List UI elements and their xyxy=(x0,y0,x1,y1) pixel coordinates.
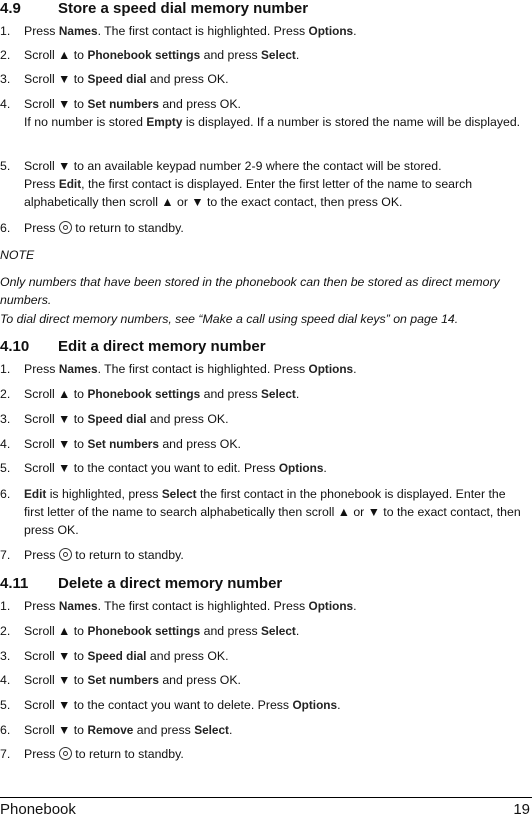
end-call-key-icon xyxy=(59,221,72,234)
down-arrow-icon: ▼ xyxy=(58,649,71,663)
note-text-2: To dial direct memory numbers, see “Make a call using speed dial keys” on page 14. xyxy=(0,312,459,326)
edit-step-3: 3. Scroll ▼ to Speed dial and press OK. xyxy=(0,412,229,426)
step-3: 3. Scroll ▼ to Speed dial and press OK. xyxy=(0,72,229,86)
section-heading-4-11: 4.11 Delete a direct memory number xyxy=(0,575,283,592)
footer-section-name: Phonebook xyxy=(0,801,76,818)
edit-step-4: 4. Scroll ▼ to Set numbers and press OK. xyxy=(0,437,241,451)
delete-step-2: 2. Scroll ▲ to Phonebook settings and press Select. xyxy=(0,624,300,638)
step-5: 5. Scroll ▼ to an available keypad number 2-9 where the contact will be stored. Press Edit, the first contact is displayed. Enter the first letter of the name to search alphabetically then scroll ▲ or ▼ to the exact contact, then press OK. xyxy=(0,159,473,209)
section-heading-4-10: 4.10 Edit a direct memory number xyxy=(0,338,266,355)
delete-step-1: 1. Press Names. The first contact is highlighted. Press Options. xyxy=(0,599,357,613)
step-1: 1. Press Names. The first contact is highlighted. Press Options. xyxy=(0,24,357,38)
delete-step-7: 7. Press to return to standby. xyxy=(0,747,184,761)
up-arrow-icon: ▲ xyxy=(58,48,71,62)
up-arrow-icon: ▲ xyxy=(58,624,71,638)
down-arrow-icon: ▼ xyxy=(58,461,71,475)
edit-step-5: 5. Scroll ▼ to the contact you want to edit. Press Options. xyxy=(0,461,327,475)
delete-step-5: 5. Scroll ▼ to the contact you want to delete. Press Options. xyxy=(0,698,341,712)
edit-step-7: 7. Press to return to standby. xyxy=(0,548,184,562)
section-heading-4-9: 4.9 Store a speed dial memory number xyxy=(0,0,309,17)
page-number: 19 xyxy=(513,801,530,818)
down-arrow-icon: ▼ xyxy=(58,723,71,737)
down-arrow-icon: ▼ xyxy=(58,412,71,426)
end-call-key-icon xyxy=(59,548,72,561)
down-arrow-icon: ▼ xyxy=(58,159,71,173)
down-arrow-icon: ▼ xyxy=(191,195,204,209)
up-arrow-icon: ▲ xyxy=(58,387,71,401)
note-text-1: Only numbers that have been stored in the phonebook can then be stored as direct memory numbers. xyxy=(0,275,500,307)
down-arrow-icon: ▼ xyxy=(367,505,380,519)
note-heading: NOTE xyxy=(0,248,35,262)
footer-divider xyxy=(0,797,532,798)
down-arrow-icon: ▼ xyxy=(58,72,71,86)
end-call-key-icon xyxy=(59,747,72,760)
delete-step-3: 3. Scroll ▼ to Speed dial and press OK. xyxy=(0,649,229,663)
edit-step-1: 1. Press Names. The first contact is highlighted. Press Options. xyxy=(0,362,357,376)
up-arrow-icon: ▲ xyxy=(337,505,350,519)
down-arrow-icon: ▼ xyxy=(58,437,71,451)
step-6: 6. Press to return to standby. xyxy=(0,221,184,235)
down-arrow-icon: ▼ xyxy=(58,698,71,712)
down-arrow-icon: ▼ xyxy=(58,97,71,111)
delete-step-4: 4. Scroll ▼ to Set numbers and press OK. xyxy=(0,673,241,687)
edit-step-6: 6. Edit is highlighted, press Select the first contact in the phonebook is displayed. Enter the first letter of the name to search alphabetically then scroll ▲ or ▼ to the exact contact, then press OK. xyxy=(0,487,521,537)
up-arrow-icon: ▲ xyxy=(161,195,174,209)
down-arrow-icon: ▼ xyxy=(58,673,71,687)
step-2: 2. Scroll ▲ to Phonebook settings and press Select. xyxy=(0,48,300,62)
edit-step-2: 2. Scroll ▲ to Phonebook settings and press Select. xyxy=(0,387,300,401)
step-4: 4. Scroll ▼ to Set numbers and press OK. If no number is stored Empty is displayed. If a number is stored the name will be displayed. xyxy=(0,97,521,129)
delete-step-6: 6. Scroll ▼ to Remove and press Select. xyxy=(0,723,233,737)
